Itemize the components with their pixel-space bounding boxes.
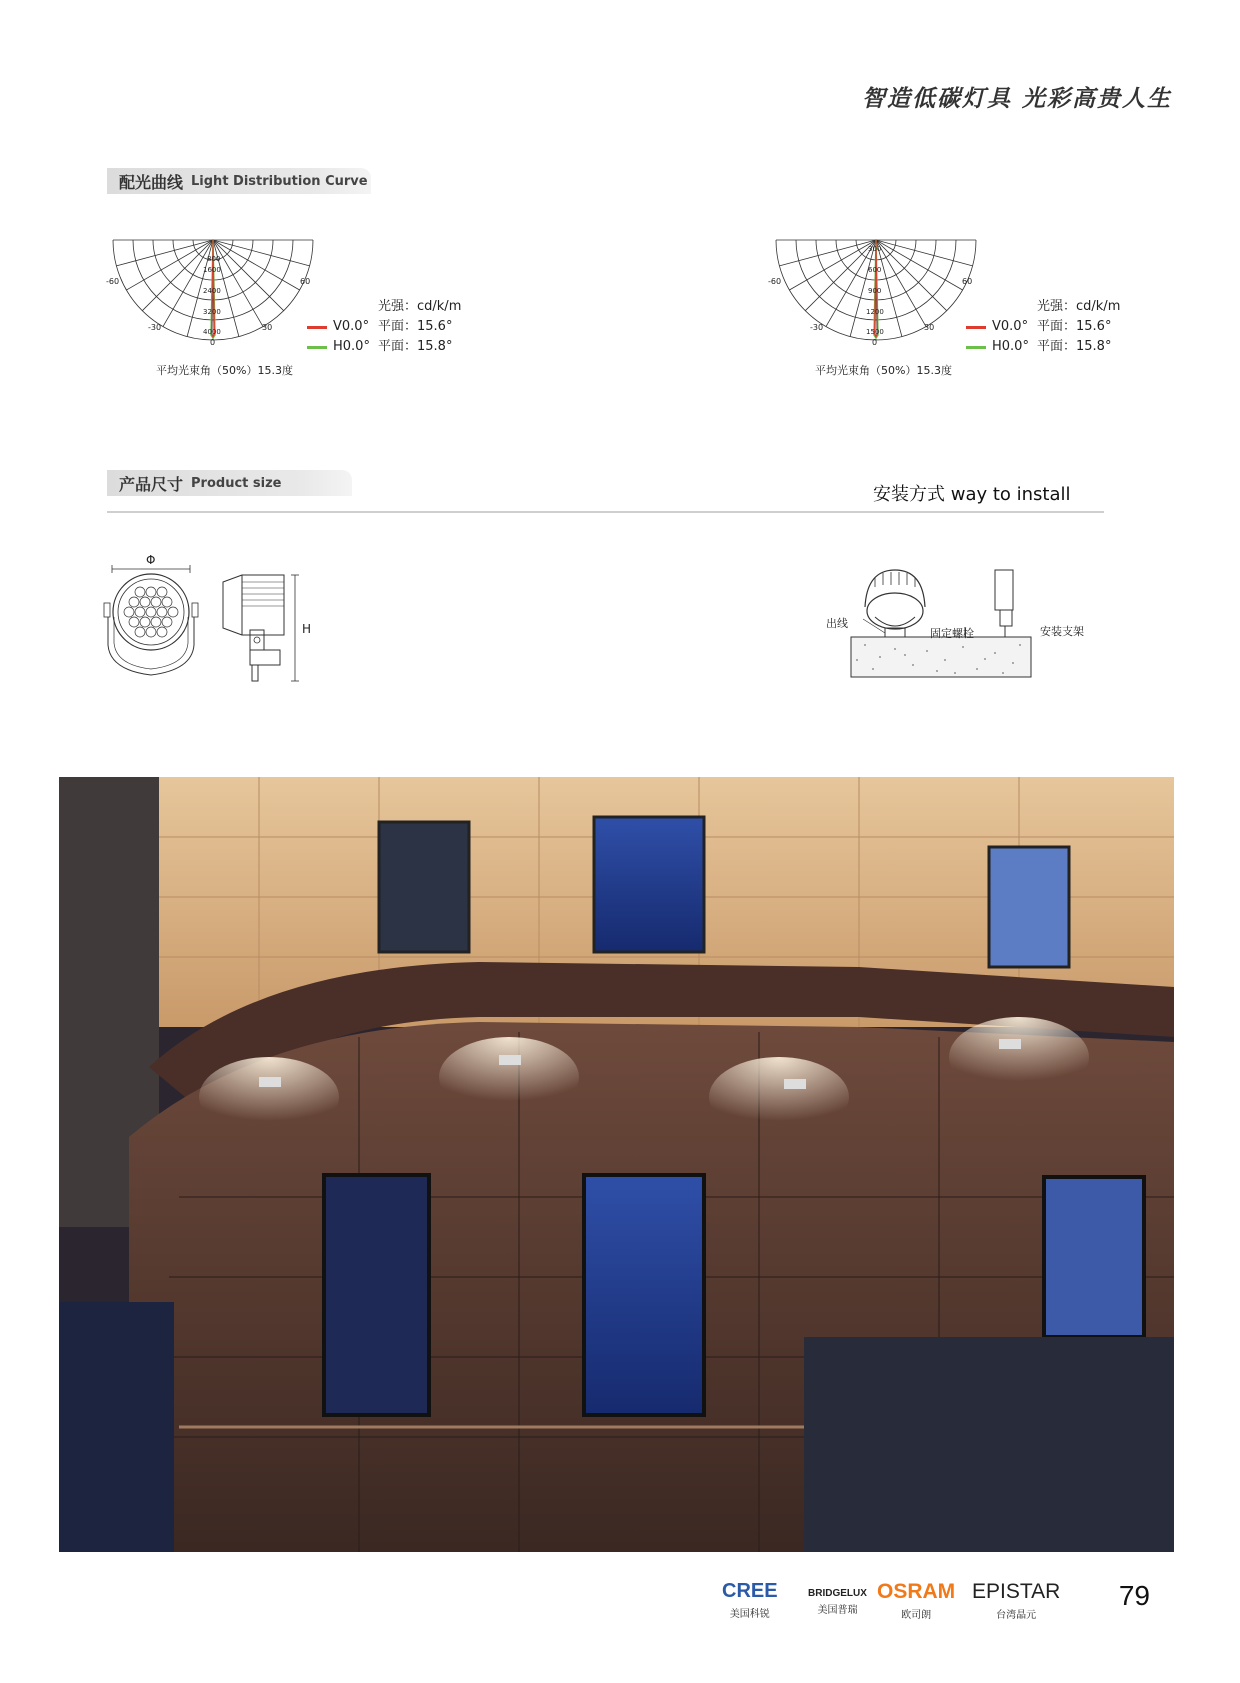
page-number: 79	[1118, 1580, 1150, 1611]
brand-epistar	[972, 1580, 1060, 1621]
legend-label: V0.0°	[992, 319, 1029, 334]
legend-swatch-green	[307, 346, 327, 349]
brand-logo: CREE	[722, 1580, 778, 1602]
brand-logo: OSRAM	[877, 1580, 956, 1603]
install-label-outlet: 出线	[826, 617, 848, 630]
angle-label: 60	[962, 277, 973, 286]
legend-label: V0.0°	[333, 319, 370, 334]
brand-cn: 台湾晶元	[996, 1610, 1037, 1621]
angle-label: -30	[810, 323, 824, 332]
section-title-zh: 配光曲线	[119, 172, 184, 192]
curve-info-1	[378, 297, 461, 357]
angle-label: 60	[300, 277, 311, 286]
ring-label: 1600	[203, 266, 221, 274]
brand-cn: 美国科锐	[729, 1609, 770, 1620]
legend-label: H0.0°	[992, 339, 1029, 354]
section-title-en: Light Distribution Curve	[191, 173, 368, 189]
legend-label: H0.0°	[333, 339, 370, 354]
brand-osram	[877, 1580, 955, 1621]
section-header-size	[107, 470, 352, 496]
angle-label: 0	[872, 338, 878, 347]
section-title-en: Product size	[191, 475, 282, 491]
legend-swatch-red	[307, 326, 327, 329]
angle-label: -60	[106, 277, 120, 286]
install-title: 安装方式 way to install	[873, 484, 1071, 505]
brand-cn: 美国普瑞	[817, 1605, 858, 1616]
ring-label: 300	[868, 245, 882, 253]
plane-value: 平面：15.8°	[378, 339, 453, 354]
product-side-view	[220, 570, 310, 685]
dimension-h: H	[302, 622, 312, 636]
beam-angle-2: 平均光束角（50%）15.3度	[815, 364, 952, 377]
ring-label: 4000	[203, 328, 221, 336]
ring-label: 1500	[866, 328, 884, 336]
ring-label: 800	[207, 255, 221, 263]
angle-label: 30	[924, 323, 935, 332]
brand-logo: BRIDGELUX	[808, 1588, 867, 1599]
section-title-zh: 产品尺寸	[119, 474, 184, 494]
brand-logo: EPISTAR	[972, 1580, 1061, 1603]
plane-value: 平面：15.8°	[1037, 339, 1112, 354]
angle-label: 0	[210, 338, 216, 347]
brand-slogan: 智造低碳灯具 光彩高贵人生	[861, 85, 1172, 112]
angle-label: -60	[768, 277, 782, 286]
brand-bridgelux	[808, 1580, 867, 1616]
polar-chart-2	[766, 230, 986, 350]
section-divider	[107, 511, 1104, 513]
plane-value: 平面：15.6°	[1037, 319, 1112, 334]
product-front-view	[100, 555, 205, 685]
curve-info-2	[1037, 297, 1120, 357]
beam-angle-1: 平均光束角（50%）15.3度	[156, 364, 293, 377]
install-label-bracket: 安装支架	[1040, 625, 1084, 638]
unit-label: 光强：cd/k/m	[1037, 299, 1121, 314]
brand-cn: 欧司朗	[901, 1610, 932, 1621]
plane-value: 平面：15.6°	[378, 319, 453, 334]
legend-swatch-red	[966, 326, 986, 329]
ring-label: 600	[868, 266, 882, 274]
legend-1	[307, 317, 370, 357]
application-photo	[59, 777, 1174, 1552]
ring-label: 3200	[203, 308, 221, 316]
brand-cree	[722, 1580, 778, 1620]
dimension-phi: Φ	[146, 553, 156, 567]
install-diagram	[845, 565, 1045, 680]
ring-label: 1200	[866, 308, 884, 316]
ring-label: 900	[868, 287, 882, 295]
polar-chart-1	[103, 230, 323, 350]
unit-label: 光强：cd/k/m	[378, 299, 462, 314]
angle-label: -30	[148, 323, 162, 332]
section-header-curve	[107, 168, 371, 194]
legend-swatch-green	[966, 346, 986, 349]
angle-label: 30	[262, 323, 273, 332]
legend-2	[966, 317, 1029, 357]
ring-label: 2400	[203, 287, 221, 295]
install-label-bolt: 固定螺栓	[930, 627, 974, 640]
